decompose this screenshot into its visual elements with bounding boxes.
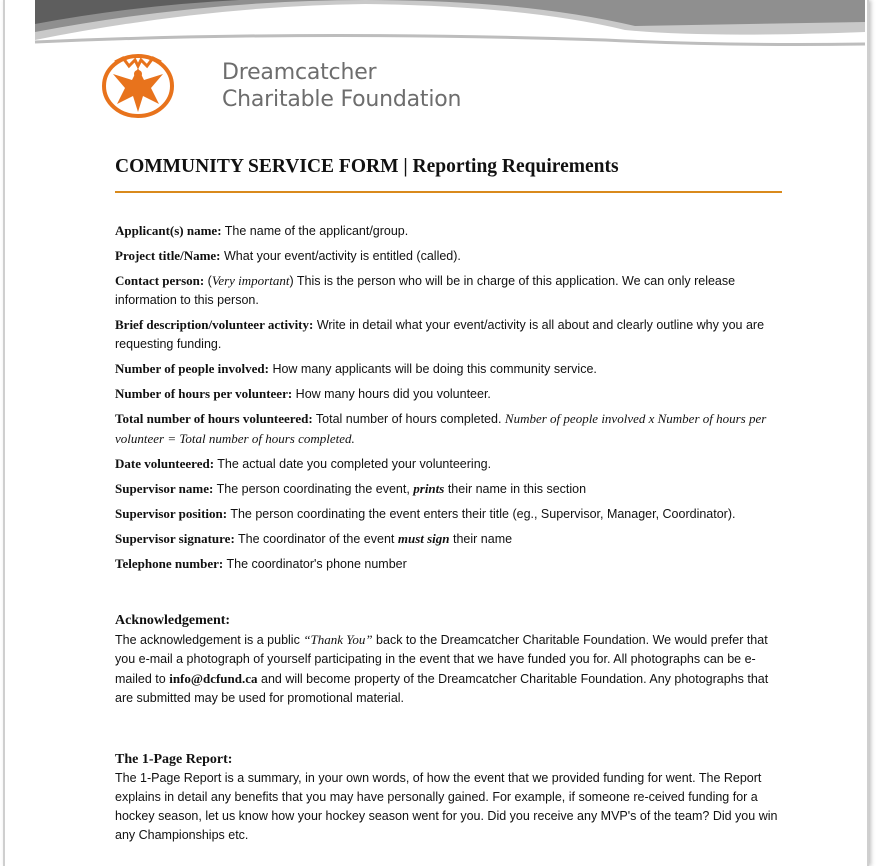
acknowledgement-text-3: and will become property of the Dreamcatcher Charitable Foundation. Any photographs that are submitted may be used for promotional material.	[115, 672, 769, 705]
field-emphasis: prints	[413, 481, 445, 496]
field-label: Project title/Name:	[115, 248, 221, 263]
report-heading: The 1-Page Report:	[115, 752, 233, 767]
field-label: Supervisor name:	[115, 481, 214, 496]
org-name-line1: Dreamcatcher	[222, 60, 377, 85]
field-label: Date volunteered:	[115, 456, 215, 471]
acknowledgement-section	[115, 612, 785, 708]
field-label: Applicant(s) name:	[115, 223, 222, 238]
field-description: Write in detail what your event/activity is all about and clearly outline why you are requesting funding.	[115, 318, 765, 351]
field-project-title	[115, 246, 785, 266]
field-supervisor-position	[115, 504, 785, 524]
field-description: their name	[449, 532, 513, 546]
field-label: Number of people involved:	[115, 361, 269, 376]
field-label: Supervisor signature:	[115, 531, 235, 546]
field-contact-person	[115, 271, 785, 310]
field-label: Telephone number:	[115, 556, 224, 571]
field-description: The person coordinating the event enters their title (eg., Supervisor, Manager, Coordinator).	[227, 507, 736, 521]
field-description: What your event/activity is entitled (called).	[220, 249, 461, 263]
field-label: Brief description/volunteer activity:	[115, 317, 314, 332]
field-definitions-list	[115, 221, 785, 579]
field-description-pre: The coordinator of the event	[234, 532, 398, 546]
field-label: Number of hours per volunteer:	[115, 386, 293, 401]
field-hours-per-volunteer	[115, 384, 785, 404]
acknowledgement-text-2: back to the Dreamcatcher Charitable Foundation. We would prefer that you e-mail a photograph of yourself participating in the event that we have funded you for. All photographs can be e-mailed to	[115, 633, 768, 686]
field-label: Contact person:	[115, 273, 205, 288]
field-description-pre: (	[204, 274, 212, 288]
field-emphasis: must sign	[397, 531, 450, 546]
field-applicant-name	[115, 221, 785, 241]
header-wave-banner	[5, 0, 877, 60]
field-emphasis: Very important	[211, 273, 290, 288]
field-description: ) This is the person who will be in charge of this application. We can only release information to this person.	[115, 274, 736, 307]
field-total-hours	[115, 409, 785, 449]
field-supervisor-signature	[115, 529, 785, 549]
phoenix-in-circle-icon	[101, 52, 175, 118]
field-description-pre: The person coordinating the event,	[213, 482, 414, 496]
acknowledgement-text-1: The acknowledgement is a public	[115, 633, 304, 647]
report-text: The 1-Page Report is a summary, in your own words, of how the event that we provided funding for went. The Report explains in detail any benefits that you may have personally gained. For example, if someone re-ceived funding for a hockey season, let us know how your hockey season went for you. Did you receive any MVP's of the team? Did you win any Championships etc.	[115, 771, 778, 842]
field-description: The actual date you completed your volunteering.	[214, 457, 492, 471]
field-description: The coordinator's phone number	[223, 557, 407, 571]
field-description: How many hours did you volunteer.	[292, 387, 491, 401]
email-address: info@dcfund.ca	[169, 671, 258, 686]
field-supervisor-name	[115, 479, 785, 499]
organization-name	[222, 59, 461, 113]
field-telephone-number	[115, 554, 785, 574]
field-description: Total number of hours completed.	[312, 412, 505, 426]
field-description: How many applicants will be doing this community service.	[268, 362, 597, 376]
field-formula: Number of people involved x Number of hours per volunteer = Total number of hours completed.	[115, 411, 767, 446]
org-name-line2: Charitable Foundation	[222, 87, 462, 112]
form-title: COMMUNITY SERVICE FORM | Reporting Requirements	[115, 156, 619, 177]
report-section	[115, 751, 785, 845]
field-label: Total number of hours volunteered:	[115, 411, 313, 426]
field-label: Supervisor position:	[115, 506, 228, 521]
field-description: their name in this section	[444, 482, 587, 496]
field-brief-description	[115, 315, 785, 354]
field-description: The name of the applicant/group.	[221, 224, 409, 238]
field-number-of-people	[115, 359, 785, 379]
title-divider	[115, 191, 782, 193]
acknowledgement-text	[115, 630, 785, 708]
thank-you-emphasis: “Thank You”	[303, 632, 373, 647]
field-date-volunteered	[115, 454, 785, 474]
acknowledgement-heading: Acknowledgement:	[115, 613, 231, 628]
